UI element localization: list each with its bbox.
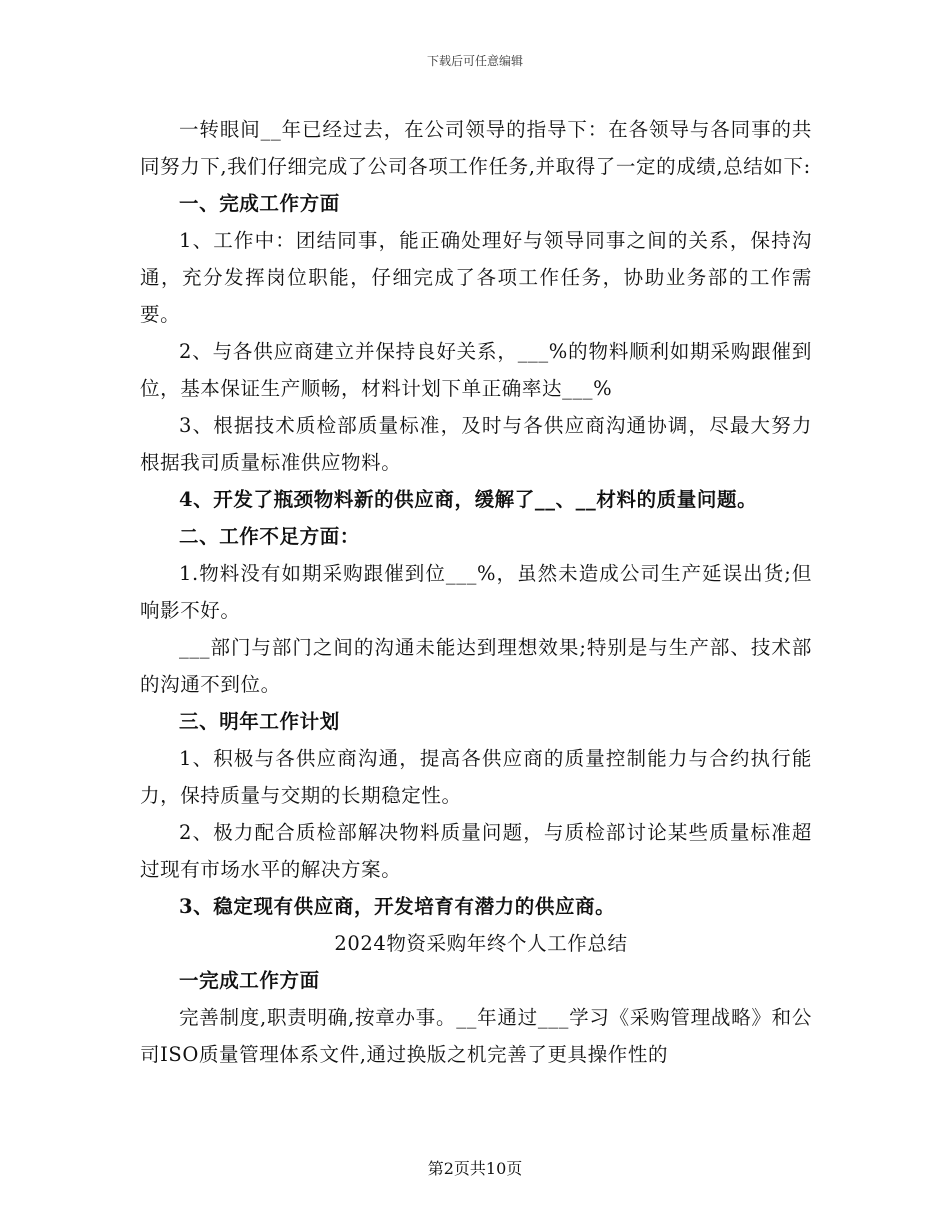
paragraph-item-bold: 3、稳定现有供应商，开发培育有潜力的供应商。 <box>179 895 616 918</box>
section-heading-shortcomings: 二、工作不足方面： <box>179 525 360 548</box>
page-number-footer: 第2页共10页 <box>427 1159 523 1178</box>
paragraph-item: ___部门与部门之间的沟通未能达到理想效果;特别是与生产部、技术部的沟通不到位。 <box>140 636 812 696</box>
paragraph-item: 3、根据技术质检部质量标准，及时与各供应商沟通协调，尽最大努力根据我司质量标准供应物料。 <box>140 414 812 474</box>
intro-paragraph: 一转眼间__年已经过去，在公司领导的指导下：在各领导与各同事的共同努力下,我们仔细完成了公司各项工作任务,并取得了一定的成绩,总结如下: <box>140 118 812 178</box>
page-header-note: 下载后可任意编辑 <box>426 54 523 68</box>
paragraph-item: 完善制度,职责明确,按章办事。__年通过___学习《采购管理战略》和公司ISO质量管理体系文件,通过换版之机完善了更具操作性的 <box>140 1006 812 1066</box>
paragraph-item: 1.物料没有如期采购跟催到位___%，虽然未造成公司生产延误出货;但响影不好。 <box>140 562 812 622</box>
section-heading-next-year-plan: 三、明年工作计划 <box>179 710 340 733</box>
paragraph-item-bold: 4、开发了瓶颈物料新的供应商，缓解了__、__材料的质量问题。 <box>179 488 758 511</box>
paragraph-item: 1、工作中：团结同事，能正确处理好与领导同事之间的关系，保持沟通，充分发挥岗位职能，仔细完成了各项工作任务，协助业务部的工作需要。 <box>140 229 812 326</box>
section-heading-completed-work-2: 一完成工作方面 <box>179 969 320 992</box>
paragraph-item: 1、积极与各供应商沟通，提高各供应商的质量控制能力与合约执行能力，保持质量与交期的长期稳定性。 <box>140 747 812 807</box>
paragraph-item: 2、与各供应商建立并保持良好关系，___%的物料顺利如期采购跟催到位，基本保证生产顺畅，材料计划下单正确率达___% <box>140 340 812 400</box>
document-title: 2024物资采购年终个人工作总结 <box>334 932 628 955</box>
section-heading-completed-work: 一、完成工作方面 <box>179 192 340 215</box>
document-body <box>140 111 812 1073</box>
paragraph-item: 2、极力配合质检部解决物料质量问题，与质检部讨论某些质量标准超过现有市场水平的解决方案。 <box>140 821 812 881</box>
